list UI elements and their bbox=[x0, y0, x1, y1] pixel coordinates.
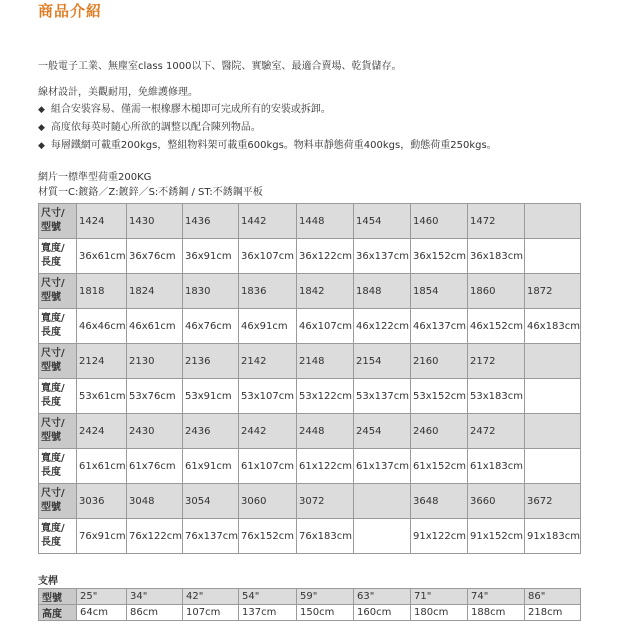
pole-height-cell: 64cm bbox=[77, 605, 127, 621]
pole-height-cell: 107cm bbox=[183, 605, 239, 621]
model-cell: 3648 bbox=[411, 484, 468, 519]
model-cell: 2154 bbox=[354, 344, 411, 379]
model-cell: 1424 bbox=[77, 204, 127, 239]
table-row bbox=[39, 484, 581, 519]
model-cell: 2442 bbox=[239, 414, 297, 449]
spec-section bbox=[38, 170, 263, 200]
pole-height-cell: 160cm bbox=[354, 605, 411, 621]
pole-model-cell: 34" bbox=[127, 589, 183, 605]
dimension-cell: 36x122cm bbox=[297, 239, 354, 274]
dimension-cell bbox=[525, 379, 581, 414]
dimension-header-cell: 寬度/ 長度 bbox=[39, 449, 77, 484]
dimension-cell: 76x183cm bbox=[297, 519, 354, 554]
dimension-cell bbox=[525, 239, 581, 274]
pole-model-cell: 74" bbox=[468, 589, 525, 605]
dimension-cell: 61x61cm bbox=[77, 449, 127, 484]
size-table bbox=[38, 203, 581, 554]
dimension-cell: 61x152cm bbox=[411, 449, 468, 484]
pole-model-cell: 42" bbox=[183, 589, 239, 605]
dimension-cell: 53x107cm bbox=[239, 379, 297, 414]
dimension-header-cell: 寬度/ 長度 bbox=[39, 379, 77, 414]
dimension-cell: 53x183cm bbox=[468, 379, 525, 414]
model-cell: 1436 bbox=[183, 204, 239, 239]
pole-model-label: 型號 bbox=[39, 589, 77, 605]
model-cell: 3672 bbox=[525, 484, 581, 519]
pole-model-cell: 71" bbox=[411, 589, 468, 605]
model-cell: 1430 bbox=[127, 204, 183, 239]
pole-height-cell: 180cm bbox=[411, 605, 468, 621]
model-cell: 3072 bbox=[297, 484, 354, 519]
dimension-cell: 36x152cm bbox=[411, 239, 468, 274]
table-row bbox=[39, 344, 581, 379]
table-row bbox=[39, 414, 581, 449]
model-cell: 2430 bbox=[127, 414, 183, 449]
dimension-cell: 46x137cm bbox=[411, 309, 468, 344]
feature-bullet: ◆ 組合安裝容易、僅需一根橡膠木槌即可完成所有的安裝或拆卸。 bbox=[38, 101, 497, 119]
dimension-cell: 61x107cm bbox=[239, 449, 297, 484]
model-cell: 2472 bbox=[468, 414, 525, 449]
pole-model-cell: 86" bbox=[525, 589, 581, 605]
dimension-header-cell: 寬度/ 長度 bbox=[39, 519, 77, 554]
feature-bullet: ◆ 高度依每英吋隨心所欲的調整以配合陳列物品。 bbox=[38, 119, 497, 137]
dimension-cell: 53x91cm bbox=[183, 379, 239, 414]
pole-height-cell: 86cm bbox=[127, 605, 183, 621]
feature-bullet: ◆ 每層鐵網可載重200kgs，整組物料架可載重600kgs。物料車靜態荷重400kgs，動態荷重250kgs。 bbox=[38, 137, 497, 155]
model-cell: 3660 bbox=[468, 484, 525, 519]
table-row bbox=[39, 204, 581, 239]
model-cell: 1442 bbox=[239, 204, 297, 239]
model-cell: 1454 bbox=[354, 204, 411, 239]
pole-height-cell: 137cm bbox=[239, 605, 297, 621]
dimension-cell: 46x46cm bbox=[77, 309, 127, 344]
model-cell: 1860 bbox=[468, 274, 525, 309]
pole-model-cell: 59" bbox=[297, 589, 354, 605]
dimension-cell: 61x122cm bbox=[297, 449, 354, 484]
dimension-cell: 76x122cm bbox=[127, 519, 183, 554]
table-row bbox=[39, 239, 581, 274]
dimension-cell: 61x91cm bbox=[183, 449, 239, 484]
model-cell: 1460 bbox=[411, 204, 468, 239]
model-header-cell: 尺寸/ 型號 bbox=[39, 204, 77, 239]
dimension-cell: 46x152cm bbox=[468, 309, 525, 344]
model-cell: 2160 bbox=[411, 344, 468, 379]
dimension-cell: 61x183cm bbox=[468, 449, 525, 484]
model-header-cell: 尺寸/ 型號 bbox=[39, 484, 77, 519]
table-row bbox=[39, 379, 581, 414]
dimension-cell: 91x183cm bbox=[525, 519, 581, 554]
model-cell: 1848 bbox=[354, 274, 411, 309]
dimension-cell: 76x91cm bbox=[77, 519, 127, 554]
dimension-cell: 36x107cm bbox=[239, 239, 297, 274]
dimension-cell: 53x76cm bbox=[127, 379, 183, 414]
dimension-cell: 46x183cm bbox=[525, 309, 581, 344]
intro-section bbox=[38, 58, 497, 155]
model-cell: 2172 bbox=[468, 344, 525, 379]
dimension-cell: 46x91cm bbox=[239, 309, 297, 344]
model-cell: 1824 bbox=[127, 274, 183, 309]
dimension-cell: 46x76cm bbox=[183, 309, 239, 344]
model-cell: 2142 bbox=[239, 344, 297, 379]
model-cell: 2136 bbox=[183, 344, 239, 379]
model-cell: 2130 bbox=[127, 344, 183, 379]
model-cell: 3054 bbox=[183, 484, 239, 519]
model-header-cell: 尺寸/ 型號 bbox=[39, 344, 77, 379]
dimension-cell: 61x137cm bbox=[354, 449, 411, 484]
pole-height-cell: 188cm bbox=[468, 605, 525, 621]
pole-model-cell: 54" bbox=[239, 589, 297, 605]
dimension-cell: 53x122cm bbox=[297, 379, 354, 414]
spec-line: 材質一C:鍍鉻／Z:鍍鋅／S:不銹鋼 / ST:不銹鋼平板 bbox=[38, 187, 263, 198]
model-cell: 2460 bbox=[411, 414, 468, 449]
model-cell: 1472 bbox=[468, 204, 525, 239]
model-cell: 3060 bbox=[239, 484, 297, 519]
spec-line: 網片一標準型荷重200KG bbox=[38, 172, 152, 183]
model-cell bbox=[354, 484, 411, 519]
pole-height-cell: 218cm bbox=[525, 605, 581, 621]
pole-table bbox=[38, 588, 581, 621]
table-row bbox=[39, 449, 581, 484]
pole-height-cell: 150cm bbox=[297, 605, 354, 621]
model-cell: 1448 bbox=[297, 204, 354, 239]
dimension-cell: 91x122cm bbox=[411, 519, 468, 554]
dimension-cell: 76x137cm bbox=[183, 519, 239, 554]
dimension-cell: 36x137cm bbox=[354, 239, 411, 274]
dimension-cell: 36x61cm bbox=[77, 239, 127, 274]
dimension-cell: 46x107cm bbox=[297, 309, 354, 344]
dimension-cell: 53x61cm bbox=[77, 379, 127, 414]
model-cell: 2454 bbox=[354, 414, 411, 449]
dimension-cell: 53x152cm bbox=[411, 379, 468, 414]
dimension-cell bbox=[525, 449, 581, 484]
model-cell: 1842 bbox=[297, 274, 354, 309]
model-cell: 1854 bbox=[411, 274, 468, 309]
dimension-cell: 36x91cm bbox=[183, 239, 239, 274]
model-header-cell: 尺寸/ 型號 bbox=[39, 274, 77, 309]
model-cell: 1818 bbox=[77, 274, 127, 309]
intro-line: 線材設計，美觀耐用，免維護修理。 bbox=[38, 87, 198, 98]
model-cell: 2436 bbox=[183, 414, 239, 449]
model-cell: 1872 bbox=[525, 274, 581, 309]
model-cell: 2148 bbox=[297, 344, 354, 379]
model-cell bbox=[525, 204, 581, 239]
dimension-cell bbox=[354, 519, 411, 554]
dimension-cell: 36x183cm bbox=[468, 239, 525, 274]
model-cell: 3036 bbox=[77, 484, 127, 519]
page-title: 商品介紹 bbox=[38, 2, 103, 20]
model-cell: 1830 bbox=[183, 274, 239, 309]
table-row bbox=[39, 274, 581, 309]
dimension-cell: 46x61cm bbox=[127, 309, 183, 344]
model-cell: 1836 bbox=[239, 274, 297, 309]
table-row bbox=[39, 309, 581, 344]
pole-model-cell: 63" bbox=[354, 589, 411, 605]
model-cell: 2448 bbox=[297, 414, 354, 449]
model-cell: 3048 bbox=[127, 484, 183, 519]
model-cell: 2124 bbox=[77, 344, 127, 379]
dimension-cell: 53x137cm bbox=[354, 379, 411, 414]
dimension-cell: 91x152cm bbox=[468, 519, 525, 554]
dimension-header-cell: 寬度/ 長度 bbox=[39, 309, 77, 344]
model-cell bbox=[525, 344, 581, 379]
dimension-cell: 76x152cm bbox=[239, 519, 297, 554]
dimension-cell: 36x76cm bbox=[127, 239, 183, 274]
pole-height-label: 高度 bbox=[39, 605, 77, 621]
model-cell bbox=[525, 414, 581, 449]
intro-line: 一般電子工業、無塵室class 1000以下、醫院、實驗室、最適合賣場、乾貨儲存。 bbox=[38, 61, 402, 72]
dimension-header-cell: 寬度/ 長度 bbox=[39, 239, 77, 274]
model-header-cell: 尺寸/ 型號 bbox=[39, 414, 77, 449]
dimension-cell: 61x76cm bbox=[127, 449, 183, 484]
pole-model-cell: 25" bbox=[77, 589, 127, 605]
dimension-cell: 46x122cm bbox=[354, 309, 411, 344]
pole-title: 支桿 bbox=[38, 576, 58, 587]
table-row bbox=[39, 519, 581, 554]
model-cell: 2424 bbox=[77, 414, 127, 449]
